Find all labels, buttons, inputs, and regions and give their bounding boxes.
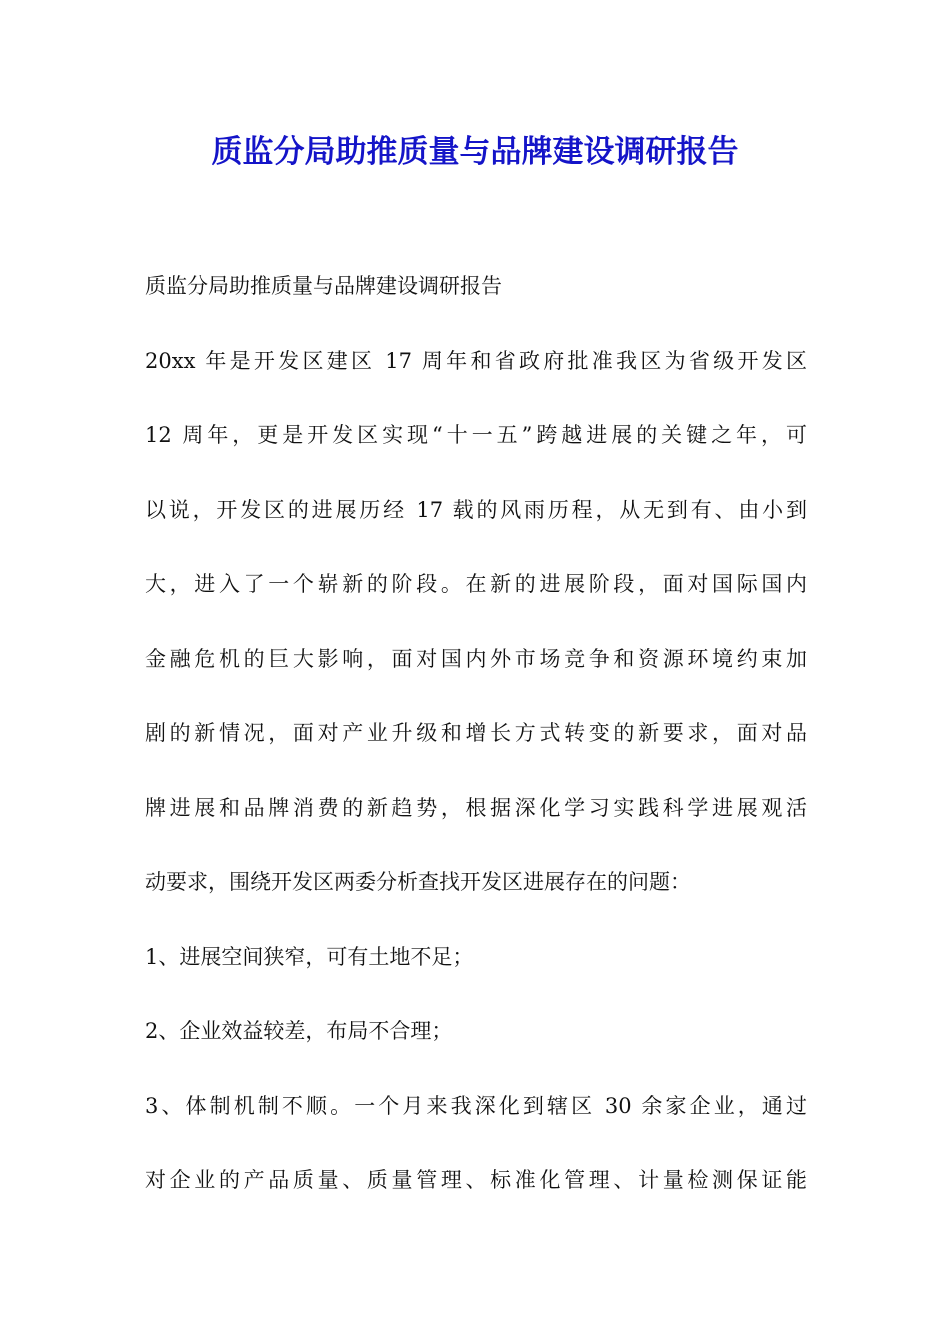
list-item: 2、企业效益较差，布局不合理； (145, 1019, 453, 1043)
paragraph-line: 牌进展和品牌消费的新趋势，根据深化学习实践科学进展观活 (145, 795, 807, 820)
list-item: 3、体制机制不顺。一个月来我深化到辖区 30 余家企业，通过 (145, 1093, 807, 1118)
paragraph-line: 20xx 年是开发区建区 17 周年和省政府批准我区为省级开发区 (145, 348, 807, 373)
subtitle-line: 质监分局助推质量与品牌建设调研报告 (145, 274, 502, 298)
paragraph-line: 剧的新情况，面对产业升级和增长方式转变的新要求，面对品 (145, 721, 807, 745)
paragraph-line: 动要求，围绕开发区两委分析查找开发区进展存在的问题： (145, 870, 691, 894)
list-item: 1、进展空间狭窄，可有土地不足； (145, 944, 474, 969)
document-title: 质监分局助推质量与品牌建设调研报告 (211, 134, 739, 170)
paragraph-line: 12 周年，更是开发区实现“十一五”跨越进展的关键之年，可 (145, 423, 807, 447)
paragraph-line: 金融危机的巨大影响，面对国内外市场竞争和资源环境约束加 (145, 646, 807, 671)
paragraph-line: 以说，开发区的进展历经 17 载的风雨历程，从无到有、由小到 (145, 497, 807, 522)
document-body (145, 264, 807, 1233)
paragraph-line: 对企业的产品质量、质量管理、标准化管理、计量检测保证能 (145, 1168, 807, 1192)
paragraph-line: 大，进入了一个崭新的阶段。在新的进展阶段，面对国际国内 (145, 572, 807, 596)
